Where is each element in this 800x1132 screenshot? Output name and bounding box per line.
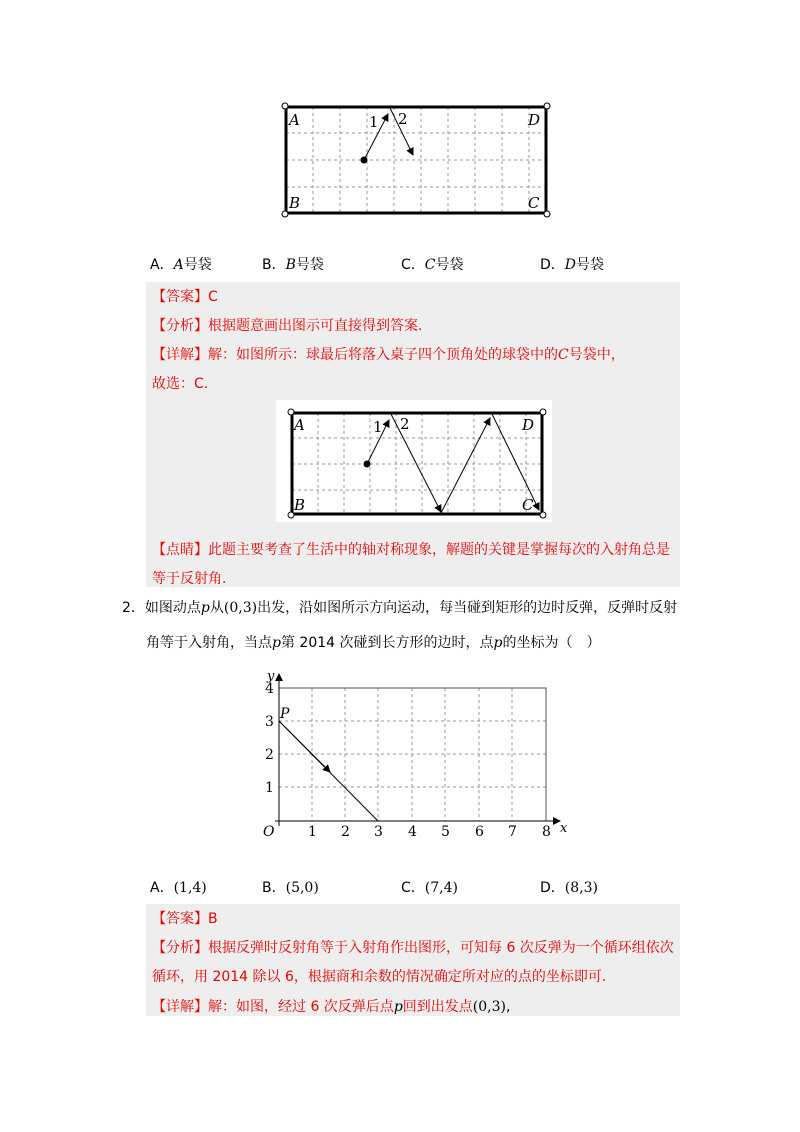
q1-analysis-line: 【分析】根据题意画出图示可直接得到答案. — [152, 318, 423, 334]
q2-stem-line-2: 角等于入射角，当点p第 2014 次碰到长方形的边时，点p的坐标为（ ） — [146, 635, 601, 651]
x-tick-2: 2 — [341, 824, 350, 840]
q1-option-b[interactable]: B．B号袋 — [262, 257, 324, 273]
q1-answer-line: 【答案】C — [152, 289, 218, 305]
sol-path-label-1: 1 — [373, 418, 383, 436]
y-axis-label: y — [267, 669, 275, 684]
q1-figure-table — [278, 100, 554, 220]
q2-answer-line: 【答案】B — [152, 911, 218, 927]
q2-option-b[interactable]: B．(5,0) — [262, 880, 319, 896]
q2-figure-coordinate — [255, 666, 575, 848]
x-tick-3: 3 — [374, 824, 383, 840]
corner-a-label: A — [289, 111, 300, 129]
q2-stem-line-1: 2．如图动点p从(0,3)出发，沿如图所示方向运动，每当碰到矩形的边时反弹，反弹时反射 — [122, 600, 678, 616]
q1-comment-line-2: 等于反射角. — [152, 571, 227, 587]
point-p-label: P — [280, 706, 290, 722]
x-tick-7: 7 — [508, 824, 517, 840]
q1-solution-figure — [276, 400, 552, 522]
sol-corner-c-label: C — [522, 496, 534, 514]
x-tick-6: 6 — [475, 824, 484, 840]
q1-solution-panel — [146, 282, 680, 587]
path-label-2: 2 — [398, 110, 408, 128]
corner-c-label: C — [528, 194, 540, 212]
path-label-1: 1 — [369, 113, 379, 131]
q1-choose-line: 故选：C. — [152, 376, 209, 392]
q2-detail-line: 【详解】解：如图，经过 6 次反弹后点p回到出发点(0,3), — [152, 999, 511, 1015]
x-axis-label: x — [560, 821, 568, 836]
q2-analysis-line-2: 循环，用 2014 除以 6，根据商和余数的情况确定所对应的点的坐标即可. — [152, 969, 607, 985]
q1-option-d[interactable]: D．D号袋 — [540, 257, 605, 273]
x-tick-5: 5 — [441, 824, 450, 840]
sol-corner-a-label: A — [294, 416, 305, 434]
x-tick-4: 4 — [408, 824, 417, 840]
y-tick-3: 3 — [265, 714, 274, 730]
q1-comment-line-1: 【点睛】此题主要考查了生活中的轴对称现象，解题的关键是掌握每次的入射角总是 — [152, 542, 670, 558]
x-tick-1: 1 — [308, 824, 317, 840]
q2-option-c[interactable]: C．(7,4) — [401, 880, 458, 896]
origin-label: O — [263, 824, 275, 840]
corner-b-label: B — [289, 194, 301, 212]
sol-path-label-2: 2 — [400, 415, 410, 433]
q2-option-a[interactable]: A．(1,4) — [150, 880, 207, 896]
q1-detail-line: 【详解】解：如图所示：球最后将落入桌子四个顶角处的球袋中的C号袋中， — [152, 347, 625, 363]
x-tick-8: 8 — [542, 824, 551, 840]
y-tick-2: 2 — [265, 747, 274, 763]
corner-d-label: D — [528, 111, 541, 129]
q1-option-a[interactable]: A．A号袋 — [150, 257, 212, 273]
y-tick-1: 1 — [265, 780, 274, 796]
sol-corner-b-label: B — [294, 496, 306, 514]
sol-corner-d-label: D — [522, 416, 535, 434]
q1-option-c[interactable]: C．C号袋 — [401, 257, 464, 273]
q2-solution-panel — [146, 904, 680, 1016]
q2-option-d[interactable]: D．(8,3) — [540, 880, 598, 896]
y-tick-4: 4 — [265, 681, 274, 697]
q2-analysis-line-1: 【分析】根据反弹时反射角等于入射角作出图形，可知每 6 次反弹为一个循环组依次 — [152, 940, 674, 956]
